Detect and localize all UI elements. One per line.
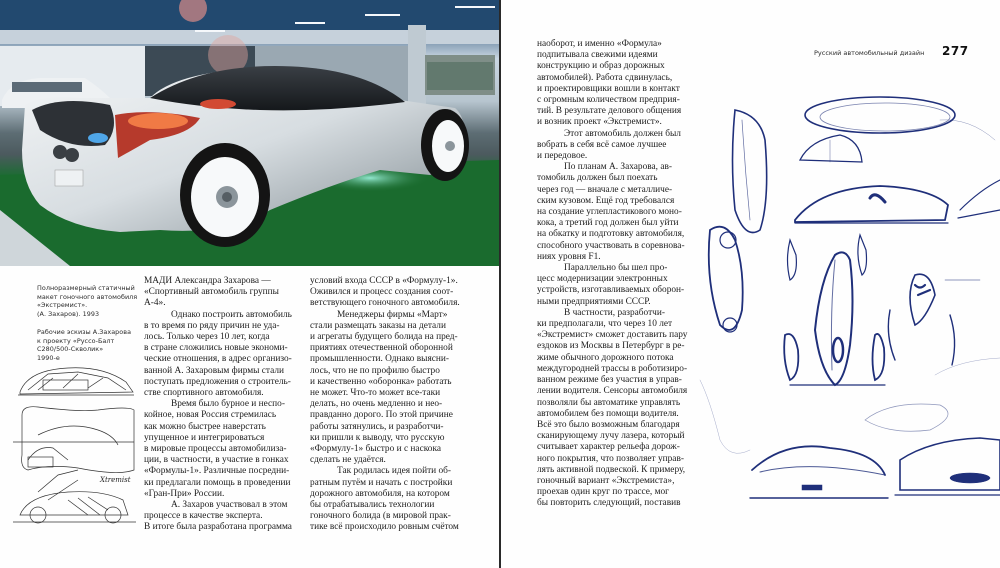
text-line: считывает характер рельефа дорож- xyxy=(537,442,680,453)
text-line: ки пришли к выводу, что русскую xyxy=(310,432,445,443)
text-line: Так родилась идея пойти об- xyxy=(337,466,452,477)
text-line: гоночный вариант «Экстремиста», xyxy=(537,475,675,486)
text-line: ными предприятиями СССР. xyxy=(537,296,651,307)
text-line: По планам А. Захарова, ав- xyxy=(564,162,673,173)
text-line: «Спортивный автомобиль группы xyxy=(144,287,279,298)
text-line: «Экстремист» сможет доставить пару xyxy=(537,330,688,341)
text-line: способного участвовать в соревнова- xyxy=(537,240,685,251)
text-line: тике всё происходило ровным счётом xyxy=(310,522,459,533)
text-line: автомобилей). Работа сдвинулась, xyxy=(537,72,673,83)
text-line: стве спортивного автомобиля. xyxy=(144,388,264,399)
text-line: тий. В результате делового общения xyxy=(537,106,682,117)
caption-line: Полноразмерный статичный xyxy=(37,284,135,292)
technical-sketches xyxy=(8,360,138,530)
text-line: как можно быстрее наверстать xyxy=(144,421,266,432)
text-line: ветствующего гоночного автомобиля. xyxy=(310,298,460,309)
text-line: не может. Что-то может все-таки xyxy=(310,388,441,399)
text-line: проехав один круг по трассе, мог xyxy=(537,487,670,498)
text-line: стали размещать заказы на детали xyxy=(310,320,446,331)
svg-text:Xtremist: Xtremist xyxy=(100,476,131,484)
text-line: через год — вначале с металличе- xyxy=(537,184,673,195)
text-line: ки предполагали, что через 10 лет xyxy=(537,319,673,330)
text-line: работы затянулись, и разработчи- xyxy=(310,421,444,432)
caption-line: (А. Захаров). 1993 xyxy=(37,309,100,318)
text-line: лось. Только через 10 лет, когда xyxy=(144,332,270,343)
text-line: «Гран-При» России. xyxy=(144,488,225,499)
text-line: ции, в частности, в участие в гонках xyxy=(144,455,289,466)
text-line: и возник проект «Экстремист». xyxy=(537,117,662,128)
text-line: сделать не удаётся. xyxy=(310,455,386,466)
caption-line: макет гоночного автомобиля xyxy=(37,292,138,301)
car-exhibition-photo xyxy=(0,0,499,266)
text-line: Менеджеры фирмы «Март» xyxy=(337,309,448,320)
text-line: правданно дорого. По этой причине xyxy=(310,410,453,421)
text-line: бы повторить следующий, поставив xyxy=(537,498,681,509)
text-line: Всё это было возможным благодаря xyxy=(537,419,680,430)
page-number: 277 xyxy=(942,44,969,58)
blue-design-sketches xyxy=(690,80,1000,540)
text-line: делать, но очень медленно и нео- xyxy=(310,399,443,410)
text-line: бы отрабатывались технологии xyxy=(310,500,435,511)
caption-line: 1990-е xyxy=(37,353,60,362)
text-line: В частности, разработчи- xyxy=(564,307,665,318)
text-line: ским кузовом. Ещё год требовался xyxy=(537,195,675,206)
text-line: условий входа СССР в «Формулу-1». xyxy=(310,276,458,286)
text-line: вобрать в себя всё самое лучшее xyxy=(537,139,667,150)
text-line: В итоге была разработана программа xyxy=(144,522,292,533)
text-line: подпитывала свежими идеями xyxy=(537,50,658,61)
text-line: на создание углепластикового моно- xyxy=(537,207,682,218)
text-line: и передовое. xyxy=(537,151,588,162)
text-column-1 xyxy=(144,276,300,534)
text-line: лении водителя. Сенсоры автомобиля xyxy=(537,386,688,397)
text-line: Время было бурное и неспо- xyxy=(171,399,285,410)
text-line: устройств, изготавливаемых оборон- xyxy=(537,285,685,296)
text-line: А-4». xyxy=(144,298,166,309)
text-line: цесс модернизации электронных xyxy=(537,274,668,285)
text-line: Этот автомобиль должен был xyxy=(564,128,681,139)
text-column-3 xyxy=(537,39,693,510)
text-line: дорожного автомобиля, на котором xyxy=(310,488,450,499)
text-line: конструкцию и образ дорожных xyxy=(537,61,665,72)
sketch-caption xyxy=(37,328,139,362)
text-line: и проектировщики вошли в контакт xyxy=(537,83,680,94)
text-line: лось, что не по профилю быстро xyxy=(310,365,440,376)
text-line: жиме обычного дорожного потока xyxy=(537,352,674,363)
text-line: процессе в качестве эксперта. xyxy=(144,511,263,522)
text-line: автомобилем без помощи водителя. xyxy=(537,408,679,419)
caption-line: С280/500-Скволик» xyxy=(37,345,104,354)
text-line: в мировые процессы автомобилиза- xyxy=(144,444,287,455)
caption-line: к проекту «Руссо-Балт xyxy=(37,336,115,345)
text-line: на обкатку и подготовку автомобиля, xyxy=(537,229,685,240)
text-line: гоночного болида (в мировой прак- xyxy=(310,511,451,522)
text-line: ного покрытия, что позволяет управ- xyxy=(537,453,684,464)
text-line: ки предлагали помощь в проведении xyxy=(144,477,291,488)
text-line: наоборот, и именно «Формула» xyxy=(537,39,662,49)
text-line: ванной А. Захаровым фирмы стали xyxy=(144,365,285,376)
caption-line: «Экстремист». xyxy=(37,301,88,310)
text-line: томобиль должен был поехать xyxy=(537,173,658,184)
text-line: ратным путём и начать с постройки xyxy=(310,477,453,488)
text-line: лять активной подвеской. К примеру, xyxy=(537,464,686,475)
text-line: и агрегаты будущего болида на пред- xyxy=(310,332,458,343)
text-line: койное, новая Россия стремилась xyxy=(144,410,277,421)
text-line: «Формулы-1». Различные посредни- xyxy=(144,466,290,477)
text-line: приятиях отечественной оборонной xyxy=(310,343,453,354)
text-line: Оживился и процесс создания соот- xyxy=(310,287,454,298)
text-line: Однако построить автомобиль xyxy=(171,309,292,320)
text-line: А. Захаров участвовал в этом xyxy=(171,500,288,511)
text-line: МАДИ Александра Захарова — xyxy=(144,276,271,286)
text-line: «Формулу-1» быстро и с наскока xyxy=(310,444,442,455)
caption-line: Рабочие эскизы А.Захарова xyxy=(37,328,132,336)
text-line: ездоков из Москвы в Петербург в ре- xyxy=(537,341,685,352)
text-line: и качественно «оборонка» работать xyxy=(310,376,452,387)
running-head: Русский автомобильный дизайн xyxy=(814,49,925,57)
text-line: позволяли бы автоматике управлять xyxy=(537,397,681,408)
text-line: упущенное и интегрироваться xyxy=(144,432,265,443)
text-line: Параллельно бы шел про- xyxy=(564,263,668,274)
text-line: промышленности. Однако выясни- xyxy=(310,354,450,365)
text-line: в стране сложились новые экономи- xyxy=(144,343,288,354)
text-line: сканирующему лучу лазера, который xyxy=(537,431,685,442)
text-line: поступать предложения о строитель- xyxy=(144,376,291,387)
text-line: кока, а третий год должен был уйти xyxy=(537,218,679,229)
text-line: с огромным количеством предприя- xyxy=(537,95,680,106)
text-line: ниях уровня F1. xyxy=(537,251,601,262)
text-column-2 xyxy=(310,276,470,534)
photo-caption xyxy=(37,284,139,318)
car-photo-illustration xyxy=(0,0,499,266)
text-line: междугородней трассы в роботизиро- xyxy=(537,363,688,374)
text-line: ванном режиме без участия в управ- xyxy=(537,375,682,386)
text-line: в то время по ряду причин не уда- xyxy=(144,320,280,331)
text-line: ческие отношения, в адрес организо- xyxy=(144,354,292,365)
